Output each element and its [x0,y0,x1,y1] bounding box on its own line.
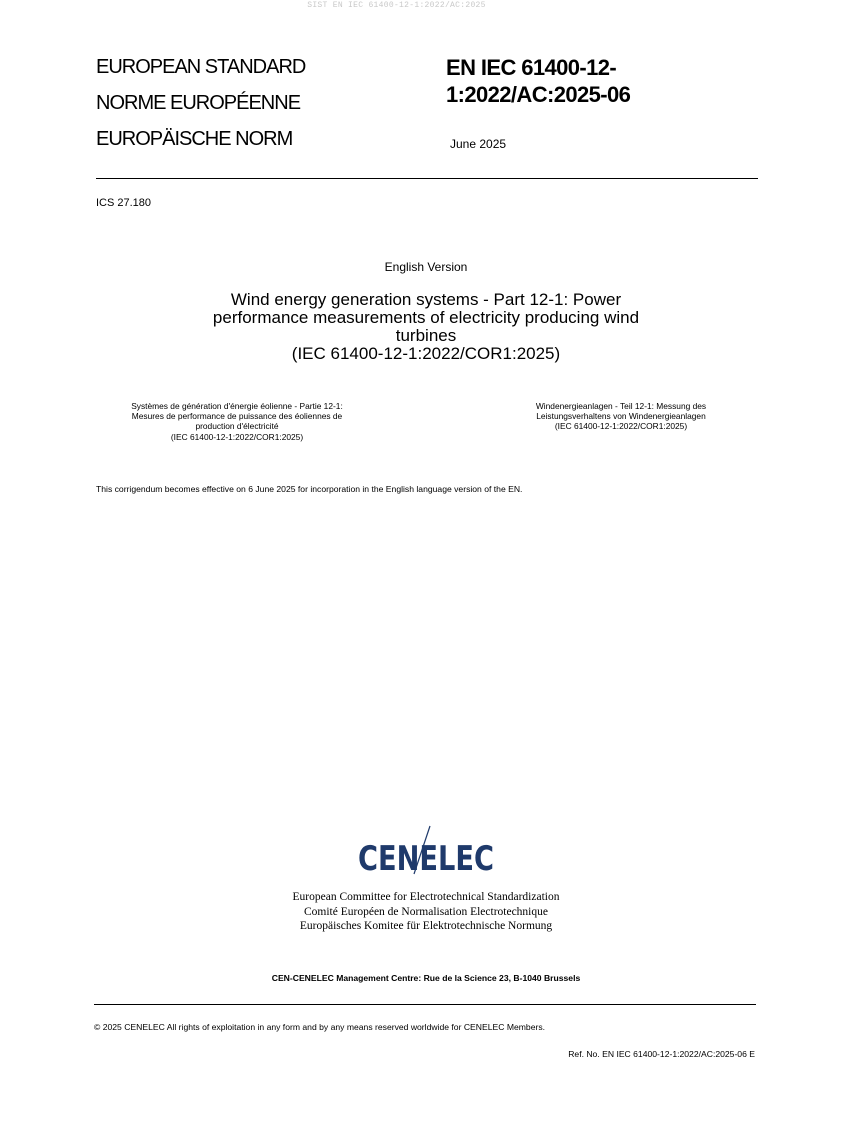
german-title-line1: Windenergieanlagen - Teil 12-1: Messung des [535,401,707,411]
french-title [92,401,382,442]
organization-names [0,890,852,934]
standard-number-line2: 1:2022/AC:2025-06 [446,82,631,107]
publication-date: June 2025 [450,137,507,151]
title-reference: (IEC 61400-12-1:2022/COR1:2025) [291,344,561,363]
title-line1: Wind energy generation systems - Part 12-1: Power [230,290,622,309]
french-title-line2: Mesures de performance de puissance des éoliennes de [131,411,343,422]
organization-german: Europäisches Komitee für Elektrotechnische Normung [299,920,553,932]
title-line2: performance measurements of electricity producing wind [212,308,640,327]
german-title-line2: Leistungsverhaltens von Windenergieanlagen [536,411,706,422]
german-title [474,401,768,432]
standard-number-line1: EN IEC 61400-12- [446,55,617,80]
french-title-line3: production d'électricité [195,421,279,432]
copyright-notice: © 2025 CENELEC All rights of exploitation in any form and by any means reserved worldwide for CENELEC Members. [94,1022,546,1032]
management-centre: CEN-CENELEC Management Centre: Rue de la Science 23, B-1040 Brussels [271,973,581,983]
organization-english: European Committee for Electrotechnical Standardization [292,891,560,903]
french-title-line4: (IEC 61400-12-1:2022/COR1:2025) [170,431,304,442]
standard-number [446,54,630,108]
german-title-line3: (IEC 61400-12-1:2022/COR1:2025) [554,421,688,432]
effective-note: This corrigendum becomes effective on 6 June 2025 for incorporation in the English language version of the EN. [96,484,523,494]
organization-french: Comité Européen de Normalisation Electrotechnique [304,905,548,918]
standard-name-french: NORME EUROPÉENNE [96,92,301,114]
footer-divider [94,1004,756,1005]
cenelec-logo-text: CENELEC [358,839,494,879]
cenelec-logo [0,822,852,878]
header-divider [96,178,758,179]
version-label: English Version [384,260,468,274]
cenelec-logo-graphic [346,822,506,878]
reference-number: Ref. No. EN IEC 61400-12-1:2022/AC:2025-06 E [568,1049,755,1059]
document-title [120,291,732,363]
title-line3: turbines [395,326,457,345]
ics-code: ICS 27.180 [96,197,152,209]
watermark: SIST EN IEC 61400-12-1:2022/AC:2025 [307,1,486,10]
standard-name-english: EUROPEAN STANDARD [96,56,306,78]
standard-name-german: EUROPÄISCHE NORM [96,128,293,150]
french-title-line1: Systèmes de génération d'énergie éolienne - Partie 12-1: [131,401,343,411]
